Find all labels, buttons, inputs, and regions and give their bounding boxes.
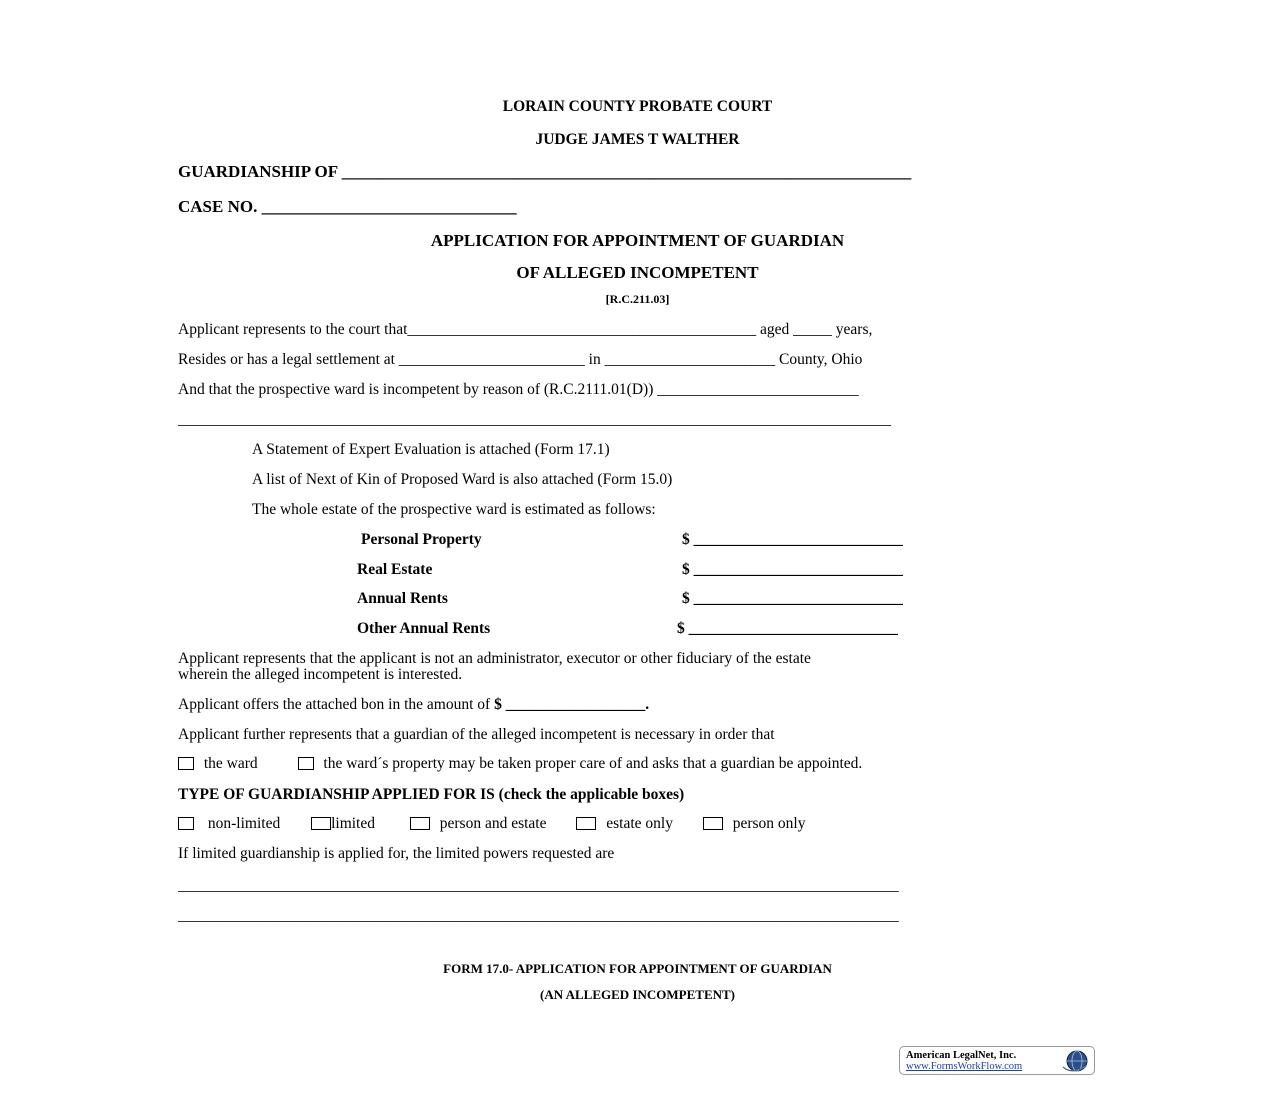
form-title-line1: APPLICATION FOR APPOINTMENT OF GUARDIAN	[430, 231, 845, 250]
person-only-label: person only	[732, 815, 806, 832]
judge-name: JUDGE JAMES T WALTHER	[535, 131, 740, 148]
statement-next-of-kin: A list of Next of Kin of Proposed Ward is also attached (Form 15.0)	[252, 471, 673, 488]
bond-amount-field[interactable]: $ __________________.	[494, 696, 650, 713]
ward-checkbox[interactable]	[178, 757, 194, 770]
non-limited-label: non-limited	[207, 815, 281, 832]
estate-value-other-annual-rents[interactable]: $ ___________________________	[677, 620, 898, 637]
ward-property-option-label: the ward´s property may be taken proper care of and asks that a guardian be appointed.	[323, 755, 863, 772]
form-title-line2: OF ALLEGED INCOMPETENT	[516, 263, 759, 282]
form-footer-line2: (AN ALLEGED INCOMPETENT)	[539, 987, 736, 1002]
estate-label-real-estate: Real Estate	[357, 561, 433, 578]
estate-label-personal-property: Personal Property	[361, 531, 482, 548]
estate-label-other-annual-rents: Other Annual Rents	[357, 620, 491, 637]
bond-prefix: Applicant offers the attached bon in the amount of	[178, 696, 495, 713]
limited-powers-prompt: If limited guardianship is applied for, the limited powers requested are	[178, 845, 615, 862]
form-footer-line1: FORM 17.0- APPLICATION FOR APPOINTMENT OF GUARDIAN	[443, 961, 832, 976]
guardianship-type-heading: TYPE OF GUARDIANSHIP APPLIED FOR IS (check the applicable boxes)	[178, 786, 685, 803]
statement-expert-evaluation: A Statement of Expert Evaluation is attached (Form 17.1)	[252, 441, 610, 458]
bond-line	[178, 697, 649, 713]
americanlegalnet-logo[interactable]	[899, 1046, 1095, 1075]
estate-value-annual-rents[interactable]: $ ___________________________	[682, 590, 903, 607]
incompetence-reason-line[interactable]: And that the prospective ward is incompetent by reason of (R.C.2111.01(D)) __________________________	[178, 382, 859, 398]
fiduciary-statement-line1: Applicant represents that the applicant is not an administrator, executor or other fiduciary of the estate	[178, 650, 811, 667]
globe-icon	[1060, 1049, 1090, 1073]
estate-only-checkbox[interactable]	[576, 817, 596, 830]
guardianship-type-options	[178, 816, 805, 832]
estate-value-personal-property[interactable]: $ ___________________________	[682, 531, 903, 548]
limited-label: limited	[331, 815, 375, 832]
limited-powers-blank-1[interactable]: _____________________________________________________________________________________________	[178, 878, 899, 894]
statute-reference: [R.C.211.03]	[605, 292, 670, 306]
estate-label-annual-rents: Annual Rents	[357, 590, 448, 607]
ward-property-checkbox[interactable]	[298, 757, 314, 770]
logo-company-name: American LegalNet, Inc.	[906, 1050, 1017, 1061]
person-only-checkbox[interactable]	[703, 817, 723, 830]
applicant-line[interactable]: Applicant represents to the court that_____________________________________________ aged _____ years,	[178, 322, 873, 338]
fiduciary-statement-line2: wherein the alleged incompetent is interested.	[178, 666, 463, 683]
limited-powers-blank-2[interactable]: _____________________________________________________________________________________________	[178, 908, 899, 924]
guardianship-of-field[interactable]: GUARDIANSHIP OF ___________________________________________________________________	[178, 163, 912, 180]
ward-option-label: the ward	[203, 755, 258, 772]
logo-website-link[interactable]: www.FormsWorkFlow.com	[906, 1061, 1023, 1072]
case-number-field[interactable]: CASE NO. ______________________________	[178, 197, 517, 216]
ward-option-row	[178, 756, 862, 772]
non-limited-checkbox[interactable]	[178, 817, 194, 830]
estate-only-label: estate only	[606, 815, 673, 832]
residence-line[interactable]: Resides or has a legal settlement at ________________________ in ______________________ County, Ohio	[178, 352, 863, 368]
limited-checkbox[interactable]	[311, 817, 331, 830]
estate-value-real-estate[interactable]: $ ___________________________	[682, 561, 903, 578]
court-name: LORAIN COUNTY PROBATE COURT	[502, 98, 773, 115]
person-and-estate-checkbox[interactable]	[410, 817, 430, 830]
incompetence-reason-continuation[interactable]: ____________________________________________________________________________________________	[178, 412, 891, 428]
statement-estate-estimate: The whole estate of the prospective ward is estimated as follows:	[252, 501, 656, 518]
necessity-statement: Applicant further represents that a guardian of the alleged incompetent is necessary in order that	[178, 726, 775, 743]
person-and-estate-label: person and estate	[439, 815, 547, 832]
